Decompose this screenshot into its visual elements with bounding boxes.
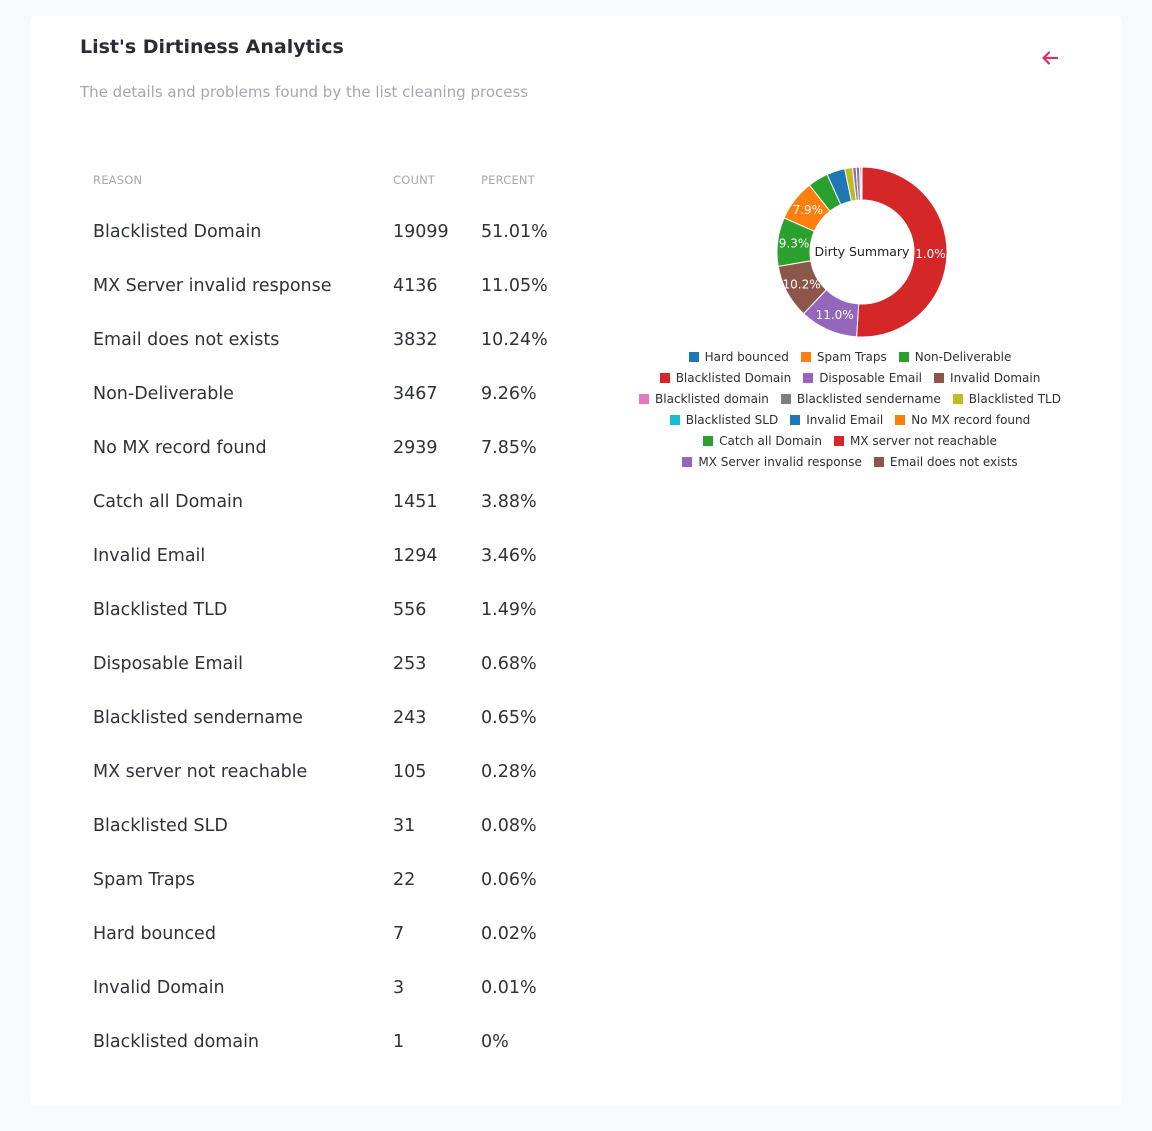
percent-cell: 0.65% <box>481 708 537 728</box>
table-row <box>80 206 580 260</box>
legend-swatch <box>953 394 963 404</box>
column-header-percent: PERCENT <box>481 173 535 187</box>
reason-cell: Blacklisted Domain <box>93 222 262 242</box>
page-subtitle: The details and problems found by the list cleaning process <box>80 83 529 101</box>
table-row <box>80 476 580 530</box>
percent-cell: 0.06% <box>481 870 537 890</box>
table-row <box>80 746 580 800</box>
legend-swatch <box>781 394 791 404</box>
count-cell: 19099 <box>393 222 449 242</box>
table-row <box>80 422 580 476</box>
legend-label: Hard bounced <box>704 349 789 364</box>
legend-swatch <box>834 436 844 446</box>
legend-swatch <box>801 352 811 362</box>
count-cell: 22 <box>393 870 416 890</box>
reason-cell: Catch all Domain <box>93 492 243 512</box>
table-row <box>80 638 580 692</box>
percent-cell: 9.26% <box>481 384 537 404</box>
table-body <box>80 206 580 1070</box>
percent-cell: 7.85% <box>481 438 537 458</box>
table-row <box>80 530 580 584</box>
percent-cell: 0% <box>481 1032 509 1052</box>
table-row <box>80 260 580 314</box>
table-row <box>80 314 580 368</box>
legend-label: Spam Traps <box>816 349 887 364</box>
reason-cell: Non-Deliverable <box>93 384 234 404</box>
legend-label: Blacklisted sendername <box>796 391 941 406</box>
legend-label: Invalid Domain <box>950 370 1041 385</box>
count-cell: 105 <box>393 762 427 782</box>
legend-swatch <box>639 394 649 404</box>
legend-entry[interactable] <box>934 371 1040 385</box>
percent-cell: 0.68% <box>481 654 537 674</box>
count-cell: 3 <box>393 978 405 998</box>
reason-cell: Blacklisted SLD <box>93 816 228 836</box>
table-row <box>80 1016 580 1070</box>
column-header-count: COUNT <box>393 173 436 187</box>
count-cell: 2939 <box>393 438 438 458</box>
count-cell: 1 <box>393 1032 405 1052</box>
count-cell: 3467 <box>393 384 438 404</box>
percent-cell: 11.05% <box>481 276 548 296</box>
count-cell: 1451 <box>393 492 438 512</box>
legend-label: MX server not reachable <box>849 433 997 448</box>
reason-cell: Spam Traps <box>93 870 195 890</box>
legend-label: Non-Deliverable <box>914 349 1012 364</box>
legend-entry[interactable] <box>660 371 791 385</box>
percent-cell: 0.28% <box>481 762 537 782</box>
percent-cell: 3.88% <box>481 492 537 512</box>
dirty-summary-chart <box>590 156 1110 486</box>
legend-swatch <box>790 415 800 425</box>
legend-row <box>676 451 1023 472</box>
legend-swatch <box>934 373 944 383</box>
legend-swatch <box>874 457 884 467</box>
legend-label: Email does not exists <box>889 454 1018 469</box>
legend-swatch <box>703 436 713 446</box>
count-cell: 7 <box>393 924 405 944</box>
legend-label: Disposable Email <box>819 370 923 385</box>
legend-label: Invalid Email <box>806 412 884 427</box>
slice-label: 9.3% <box>778 236 810 251</box>
legend-entry[interactable] <box>639 392 769 406</box>
legend-label: Blacklisted domain <box>655 391 769 406</box>
legend-swatch <box>660 373 670 383</box>
reason-cell: No MX record found <box>93 438 267 458</box>
reason-cell: Email does not exists <box>93 330 280 350</box>
legend-entry[interactable] <box>670 413 778 427</box>
legend-entry[interactable] <box>953 392 1061 406</box>
legend-entry[interactable] <box>689 350 789 364</box>
reason-cell: MX server not reachable <box>93 762 308 782</box>
reason-cell: Blacklisted domain <box>93 1032 260 1052</box>
legend-swatch <box>670 415 680 425</box>
percent-cell: 0.01% <box>481 978 537 998</box>
legend-swatch <box>899 352 909 362</box>
table-header <box>80 156 580 206</box>
slice-label: 7.9% <box>792 203 824 218</box>
legend-label: MX Server invalid response <box>698 454 862 469</box>
legend-swatch <box>803 373 813 383</box>
count-cell: 4136 <box>393 276 438 296</box>
reason-cell: Blacklisted TLD <box>93 600 228 620</box>
count-cell: 556 <box>393 600 427 620</box>
reason-cell: Invalid Email <box>93 546 206 566</box>
legend-label: Blacklisted SLD <box>685 412 779 427</box>
legend-swatch <box>689 352 699 362</box>
legend-entry[interactable] <box>781 392 941 406</box>
legend-label: No MX record found <box>911 412 1031 427</box>
chart-title: Dirty Summary <box>814 244 910 259</box>
table-row <box>80 962 580 1016</box>
legend-label: Blacklisted TLD <box>968 391 1061 406</box>
back-button[interactable] <box>1036 44 1064 72</box>
table-row <box>80 692 580 746</box>
legend-entry[interactable] <box>801 350 887 364</box>
legend-entry[interactable] <box>703 434 822 448</box>
legend-row <box>664 409 1037 430</box>
legend-label: Catch all Domain <box>719 433 822 448</box>
reason-cell: Disposable Email <box>93 654 243 674</box>
legend-label: Blacklisted Domain <box>675 370 792 385</box>
legend-row <box>633 388 1067 409</box>
percent-cell: 0.02% <box>481 924 537 944</box>
table-row <box>80 368 580 422</box>
legend-swatch <box>895 415 905 425</box>
legend-entry[interactable] <box>874 455 1018 469</box>
chart-legend <box>590 346 1110 472</box>
count-cell: 1294 <box>393 546 438 566</box>
legend-row <box>683 346 1018 367</box>
legend-entry[interactable] <box>803 371 922 385</box>
legend-row <box>654 367 1047 388</box>
legend-entry[interactable] <box>834 434 997 448</box>
dirtiness-table <box>80 156 580 1070</box>
count-cell: 243 <box>393 708 427 728</box>
count-cell: 3832 <box>393 330 438 350</box>
arrow-left-icon <box>1041 49 1059 67</box>
donut-chart <box>590 156 1110 341</box>
percent-cell: 10.24% <box>481 330 548 350</box>
percent-cell: 0.08% <box>481 816 537 836</box>
analytics-card <box>30 16 1122 1106</box>
legend-swatch <box>682 457 692 467</box>
percent-cell: 1.49% <box>481 600 537 620</box>
reason-cell: MX Server invalid response <box>93 276 332 296</box>
slice-label: 1.0% <box>915 247 946 262</box>
reason-cell: Hard bounced <box>93 924 216 944</box>
legend-entry[interactable] <box>682 455 862 469</box>
table-row <box>80 584 580 638</box>
legend-row <box>697 430 1003 451</box>
legend-entry[interactable] <box>899 350 1012 364</box>
table-row <box>80 854 580 908</box>
percent-cell: 3.46% <box>481 546 537 566</box>
table-row <box>80 908 580 962</box>
slice-label: 10.2% <box>782 277 821 292</box>
reason-cell: Blacklisted sendername <box>93 708 303 728</box>
count-cell: 31 <box>393 816 416 836</box>
slice-label: 11.0% <box>815 307 854 322</box>
column-header-reason: REASON <box>93 173 143 187</box>
percent-cell: 51.01% <box>481 222 548 242</box>
reason-cell: Invalid Domain <box>93 978 225 998</box>
table-row <box>80 800 580 854</box>
page-title: List's Dirtiness Analytics <box>80 36 344 58</box>
legend-entry[interactable] <box>895 413 1030 427</box>
legend-entry[interactable] <box>790 413 883 427</box>
count-cell: 253 <box>393 654 427 674</box>
